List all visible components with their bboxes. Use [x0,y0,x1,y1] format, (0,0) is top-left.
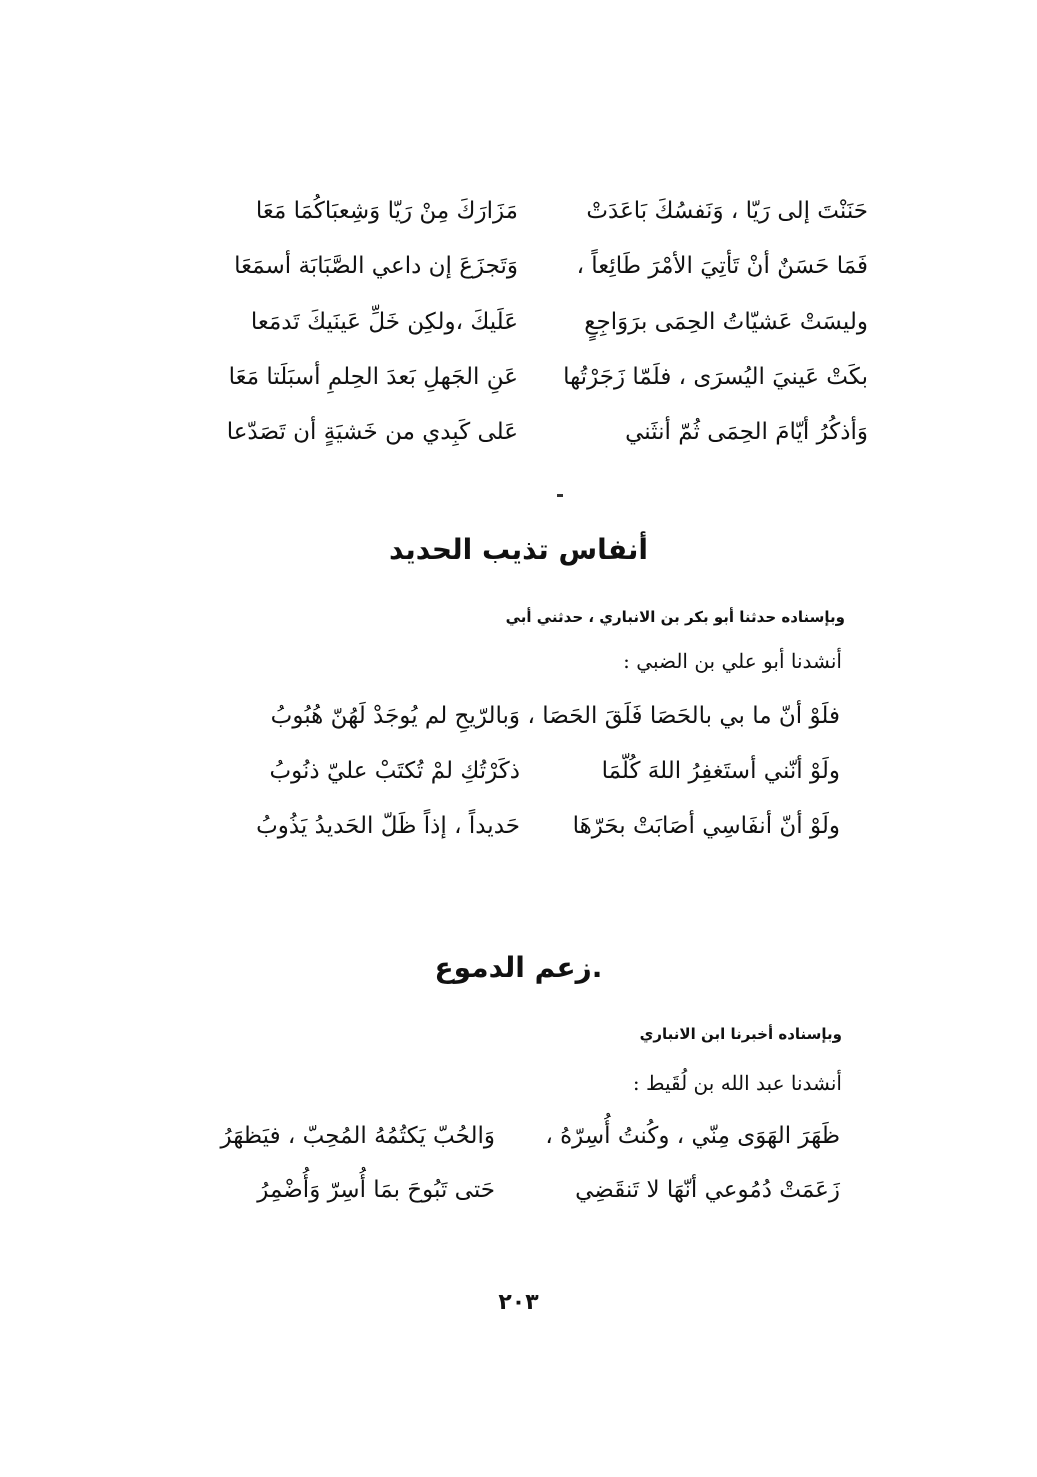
second-hemistich: مَزَارَكَ مِنْ رَيّا وَشِعبَاكُمَا مَعَا [255,198,518,224]
first-hemistich: ولَوْ أنّني أستَغفِرُ اللهَ كُلّمَا [601,758,840,784]
first-hemistich: بكَتْ عَينيَ اليُسرَى ، فلَمّا زَجَرْتُها [563,364,868,390]
verse-7 [195,747,840,795]
verse-8 [195,802,840,850]
print-mark [557,494,563,497]
section-title: أنفاس تذيب الحديد [389,533,648,566]
second-hemistich: عَلى كَبِدي من خَشيَةٍ أن تَصَدّعا [226,419,518,445]
second-hemistich: وَتَجزَعَ إن داعي الصَّبَابَة أسمَعَا [234,253,518,279]
first-hemistich: فلَوْ أنّ ما بي بالحَصَا فَلَقَ الحَصَا ، [527,703,840,729]
page-number: ٢٠٣ [498,1290,539,1315]
verse-4 [178,353,868,401]
verse-9 [178,1112,840,1160]
first-hemistich: ولَوْ أنّ أنفَاسِي أصَابَتْ بحَرّهَا [572,813,840,839]
second-hemistich: وَبالرّيحِ لم يُوجَدْ لَهُنّ هُبُوبُ [270,703,520,729]
verse-10 [178,1166,840,1214]
second-hemistich: حَديداً ، إذاً ظَلّ الحَديدُ يَذُوبُ [256,813,520,839]
first-hemistich: ظَهَرَ الهَوَى مِنّي ، وكُنتُ أُسِرّهُ ، [545,1123,840,1149]
recitation-line: أنشدنا عبد الله بن لُقَيط : [632,1071,842,1095]
verse-3 [178,298,868,346]
isnad-line: وبإسناده حدثنا أبو بكر بن الانباري ، حدثني أبي [505,608,845,626]
first-hemistich: زَعَمَتْ دُمُوعي أنّهَا لا تَنقَضِي [575,1177,840,1203]
recitation-line: أنشدنا أبو علي بن الضبي : [623,649,842,673]
first-hemistich: حَنَنْتَ إلى رَيّا ، وَنَفسُكَ بَاعَدَتْ [586,198,868,224]
first-hemistich: وَأذكُرُ أيّامَ الحِمَى ثُمّ أنثَني [625,419,868,445]
section-title: .زعم الدموع [434,951,603,984]
second-hemistich: عَلَيكَ ،ولكِن خَلِّ عَينَيكَ تَدمَعا [250,309,518,335]
verse-1 [178,187,868,235]
second-hemistich: عَنِ الجَهلِ بَعدَ الحِلمِ أسبَلَتا مَعَا [228,364,518,390]
second-hemistich: حَتى تَبُوحَ بمَا أُسِرّ وَأُضْمِرُ [257,1177,495,1203]
second-hemistich: وَالحُبّ يَكتُمُهُ المُحِبّ ، فيَظهَرُ [220,1123,495,1149]
verse-2 [178,242,868,290]
isnad-line: وبإسناده أخبرنا ابن الانباري [639,1025,842,1043]
first-hemistich: فَمَا حَسَنٌ أنْ تَأتِيَ الأمْرَ طَائِعاً ، [576,253,868,279]
first-hemistich: وليسَتْ عَشيّاتُ الحِمَى برَوَاجِعٍ [584,309,868,335]
verse-6 [195,692,840,740]
second-hemistich: ذكَرْتُكِ لمْ تُكتَبْ عليّ ذنُوبُ [269,758,520,784]
verse-5 [178,408,868,456]
